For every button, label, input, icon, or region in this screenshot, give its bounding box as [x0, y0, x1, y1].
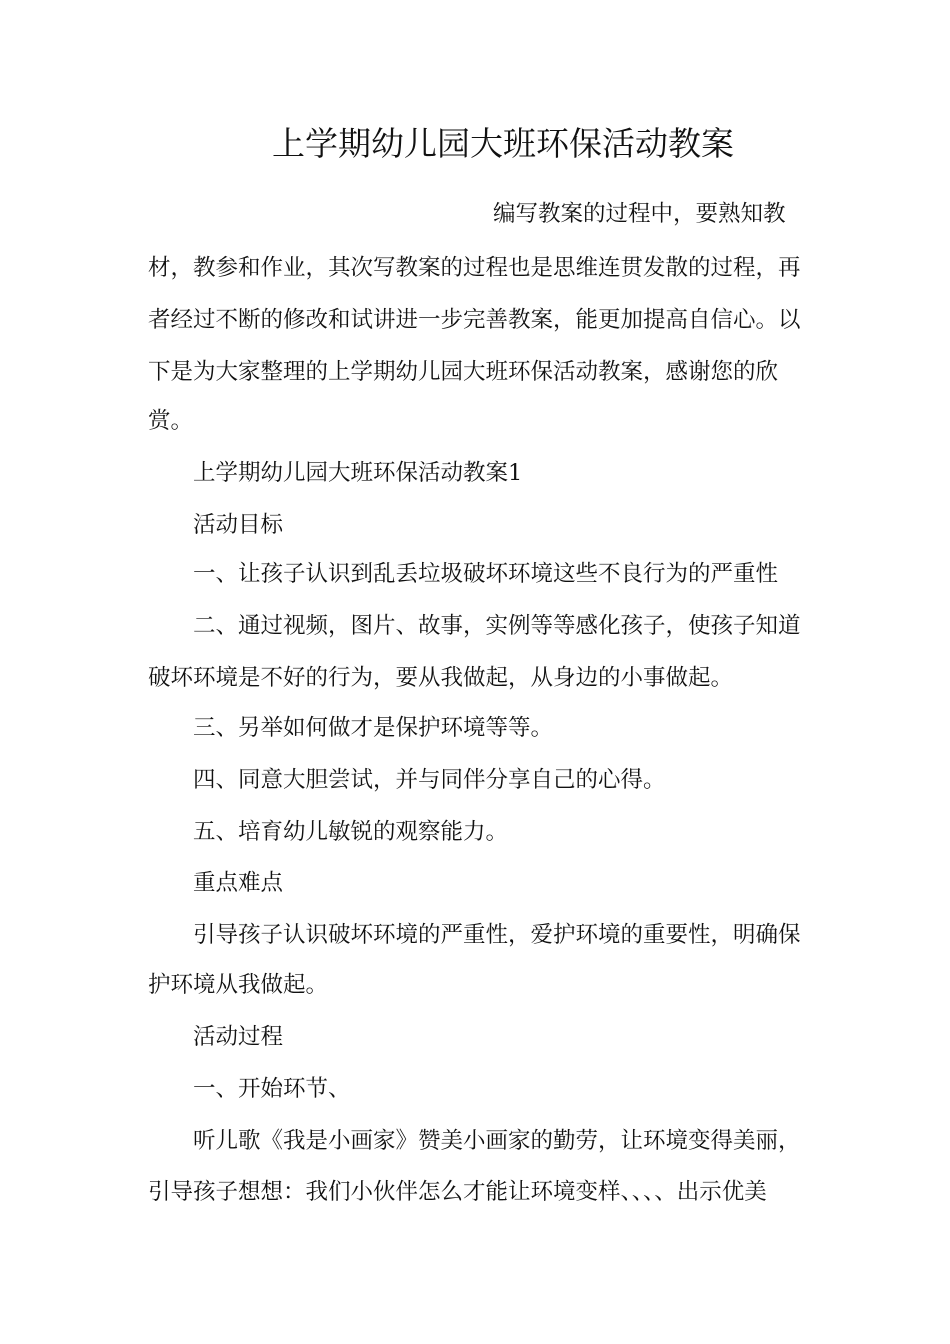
intro-line-1: 编写教案的过程中，要熟知教 [493, 201, 786, 227]
intro-line-2: 材，教参和作业，其次写教案的过程也是思维连贯发散的过程，再 [148, 255, 801, 281]
section-heading-process: 活动过程 [193, 1024, 284, 1050]
process-line-2: 引导孩子想想：我们小伙伴怎么才能让环境变样、、、、出示优美 [148, 1179, 767, 1205]
intro-line-4: 下是为大家整理的上学期幼儿园大班环保活动教案，感谢您的欣 [148, 359, 779, 385]
goal-3: 三、另举如何做才是保护环境等等。 [193, 715, 554, 741]
goal-2-line-1: 二、通过视频，图片、故事，实例等等感化孩子，使孩子知道 [193, 613, 801, 639]
key-points-line-1: 引导孩子认识破坏环境的严重性，爱护环境的重要性，明确保 [193, 922, 801, 948]
goal-5: 五、培育幼儿敏锐的观察能力。 [193, 819, 509, 845]
key-points-line-2: 护环境从我做起。 [148, 972, 329, 998]
goal-2-line-2: 破坏环境是不好的行为，要从我做起，从身边的小事做起。 [148, 665, 734, 691]
section-heading-plan-1: 上学期幼儿园大班环保活动教案1 [193, 460, 523, 486]
intro-line-3: 者经过不断的修改和试讲进一步完善教案，能更加提高自信心。以 [148, 307, 801, 333]
goal-1: 一、让孩子认识到乱丢垃圾破坏环境这些不良行为的严重性 [193, 561, 779, 587]
section-heading-goals: 活动目标 [193, 512, 284, 538]
process-step-1: 一、开始环节、 [193, 1076, 351, 1102]
section-heading-key-points: 重点难点 [193, 870, 284, 896]
intro-line-5: 赏。 [148, 408, 194, 434]
process-line-1: 听儿歌《我是小画家》赞美小画家的勤劳，让环境变得美丽， [193, 1128, 801, 1154]
document-title: 上学期幼儿园大班环保活动教案 [272, 124, 734, 163]
goal-4: 四、同意大胆尝试，并与同伴分享自己的心得。 [193, 767, 666, 793]
